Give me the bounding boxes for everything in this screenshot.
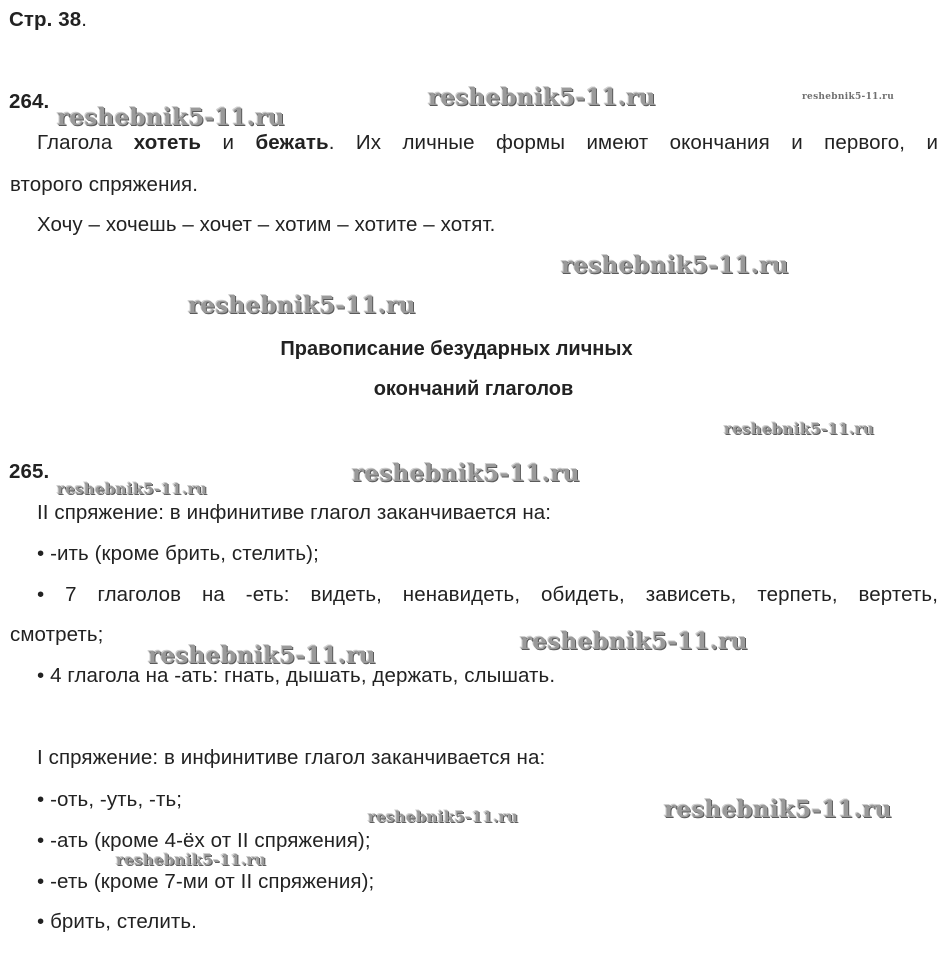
p1-bold-word-1: хотеть (133, 131, 202, 154)
conj2-item-2-continued: смотреть; (10, 623, 104, 646)
watermark: reshebnik5-11.ru (188, 292, 416, 319)
conj1-item-2: • -ать (кроме 4-ёх от II спряжения); (37, 829, 371, 852)
p1-text-post: . Их личные формы имеют окончания и первого, и (328, 131, 938, 154)
conj2-title: II спряжение: в инфинитиве глагол заканчивается на: (37, 501, 552, 524)
conj1-item-1: • -оть, -уть, -ть; (37, 788, 183, 811)
watermark: reshebnik5-11.ru (352, 460, 580, 487)
conj1-title: I спряжение: в инфинитиве глагол заканчивается на: (37, 746, 546, 769)
watermark: reshebnik5-11.ru (802, 92, 895, 102)
watermark: reshebnik5-11.ru (724, 420, 875, 438)
page-header-dot: . (81, 8, 88, 31)
watermark: reshebnik5-11.ru (57, 480, 208, 498)
watermark: reshebnik5-11.ru (664, 796, 892, 823)
watermark: reshebnik5-11.ru (428, 84, 656, 111)
p1-bold-word-2: бежать (255, 131, 329, 154)
conj1-item-4: • брить, стелить. (37, 910, 197, 933)
page-header (9, 8, 87, 32)
section-heading-line2: окончаний глаголов (373, 378, 574, 400)
conj1-item-3: • -еть (кроме 7-ми от II спряжения); (37, 870, 375, 893)
p1-text-mid: и (201, 131, 256, 154)
exercise-264-number: 264. (9, 90, 50, 113)
watermark: reshebnik5-11.ru (148, 642, 376, 669)
watermark: reshebnik5-11.ru (368, 808, 519, 826)
watermark: reshebnik5-11.ru (57, 104, 285, 131)
conj2-item-1: • -ить (кроме брить, стелить); (37, 542, 319, 565)
watermark: reshebnik5-11.ru (561, 252, 789, 279)
conj2-item-2: • 7 глаголов на -еть: видеть, ненавидеть, обидеть, зависеть, терпеть, вертеть, (37, 583, 938, 606)
exercise-264-paragraph1-line1 (37, 131, 938, 155)
exercise-264-paragraph2: Хочу – хочешь – хочет – хотим – хотите – хотят. (37, 213, 496, 236)
page-header-text: Стр. 38 (9, 8, 82, 31)
watermark: reshebnik5-11.ru (116, 851, 267, 869)
exercise-264-paragraph1-line2: второго спряжения. (10, 173, 199, 196)
conj2-item-3: • 4 глагола на -ать: гнать, дышать, держать, слышать. (37, 664, 556, 687)
exercise-265-number: 265. (9, 460, 50, 483)
watermark: reshebnik5-11.ru (520, 628, 748, 655)
p1-text-pre: Глагола (37, 131, 134, 154)
section-heading-line1: Правописание безударных личных (280, 338, 633, 360)
